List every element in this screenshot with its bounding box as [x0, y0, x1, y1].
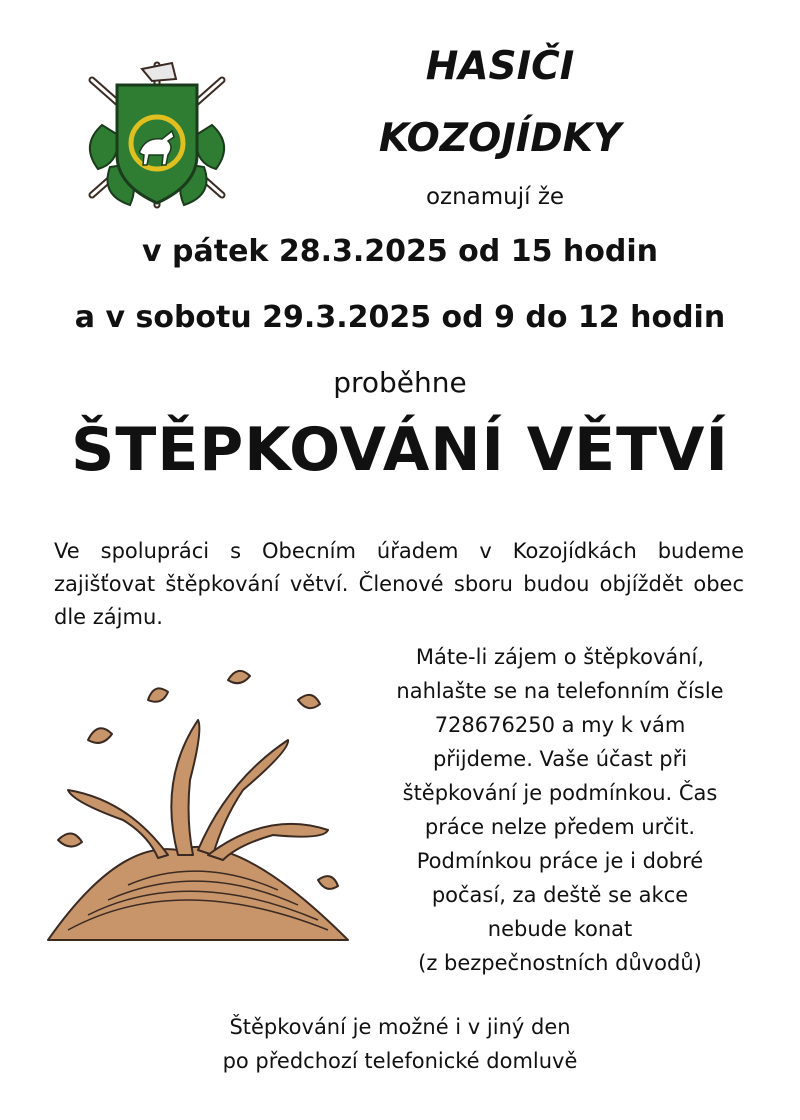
branch-pile-illustration [28, 640, 358, 970]
info-line: Podmínkou práce je i dobré [416, 849, 704, 873]
title-line-1: HASIČI [425, 44, 575, 89]
info-line: přijdeme. Vaše účast při [432, 747, 688, 771]
info-paragraph [370, 640, 750, 980]
date-line-2: a v sobotu 29.3.2025 od 9 do 12 hodin [74, 300, 726, 335]
info-line: nebude konat [487, 917, 633, 941]
footer-note [100, 1010, 700, 1078]
footer-line-1: Štěpkování je možné i v jiný den [229, 1015, 571, 1039]
footer-line-2: po předchozí telefonické domluvě [222, 1049, 578, 1073]
title-line-2: KOZOJÍDKY [378, 116, 622, 161]
firefighters-emblem-icon [72, 55, 242, 215]
info-line: (z bezpečnostních důvodů) [418, 951, 702, 975]
info-line: 728676250 a my k vám [434, 713, 686, 737]
date-line-1: v pátek 28.3.2025 od 15 hodin [142, 234, 658, 269]
info-line: počasí, za deště se akce [431, 883, 689, 907]
intro-paragraph: Ve spolupráci s Obecním úřadem v Kozojídkách budeme zajišťovat štěpkování větví. Členové sboru budou objíždět obec dle zájmu. [54, 539, 744, 629]
info-line: nahlašte se na telefonním čísle [396, 679, 724, 703]
announce-text: oznamují že [425, 184, 565, 210]
info-line: Máte-li zájem o štěpkování, [415, 645, 705, 669]
proceed-text: proběhne [333, 366, 467, 399]
info-line: štěpkování je podmínkou. Čas [402, 781, 718, 805]
page-title: ŠTĚPKOVÁNÍ VĚTVÍ [71, 415, 729, 485]
info-line: práce nelze předem určit. [424, 815, 696, 839]
